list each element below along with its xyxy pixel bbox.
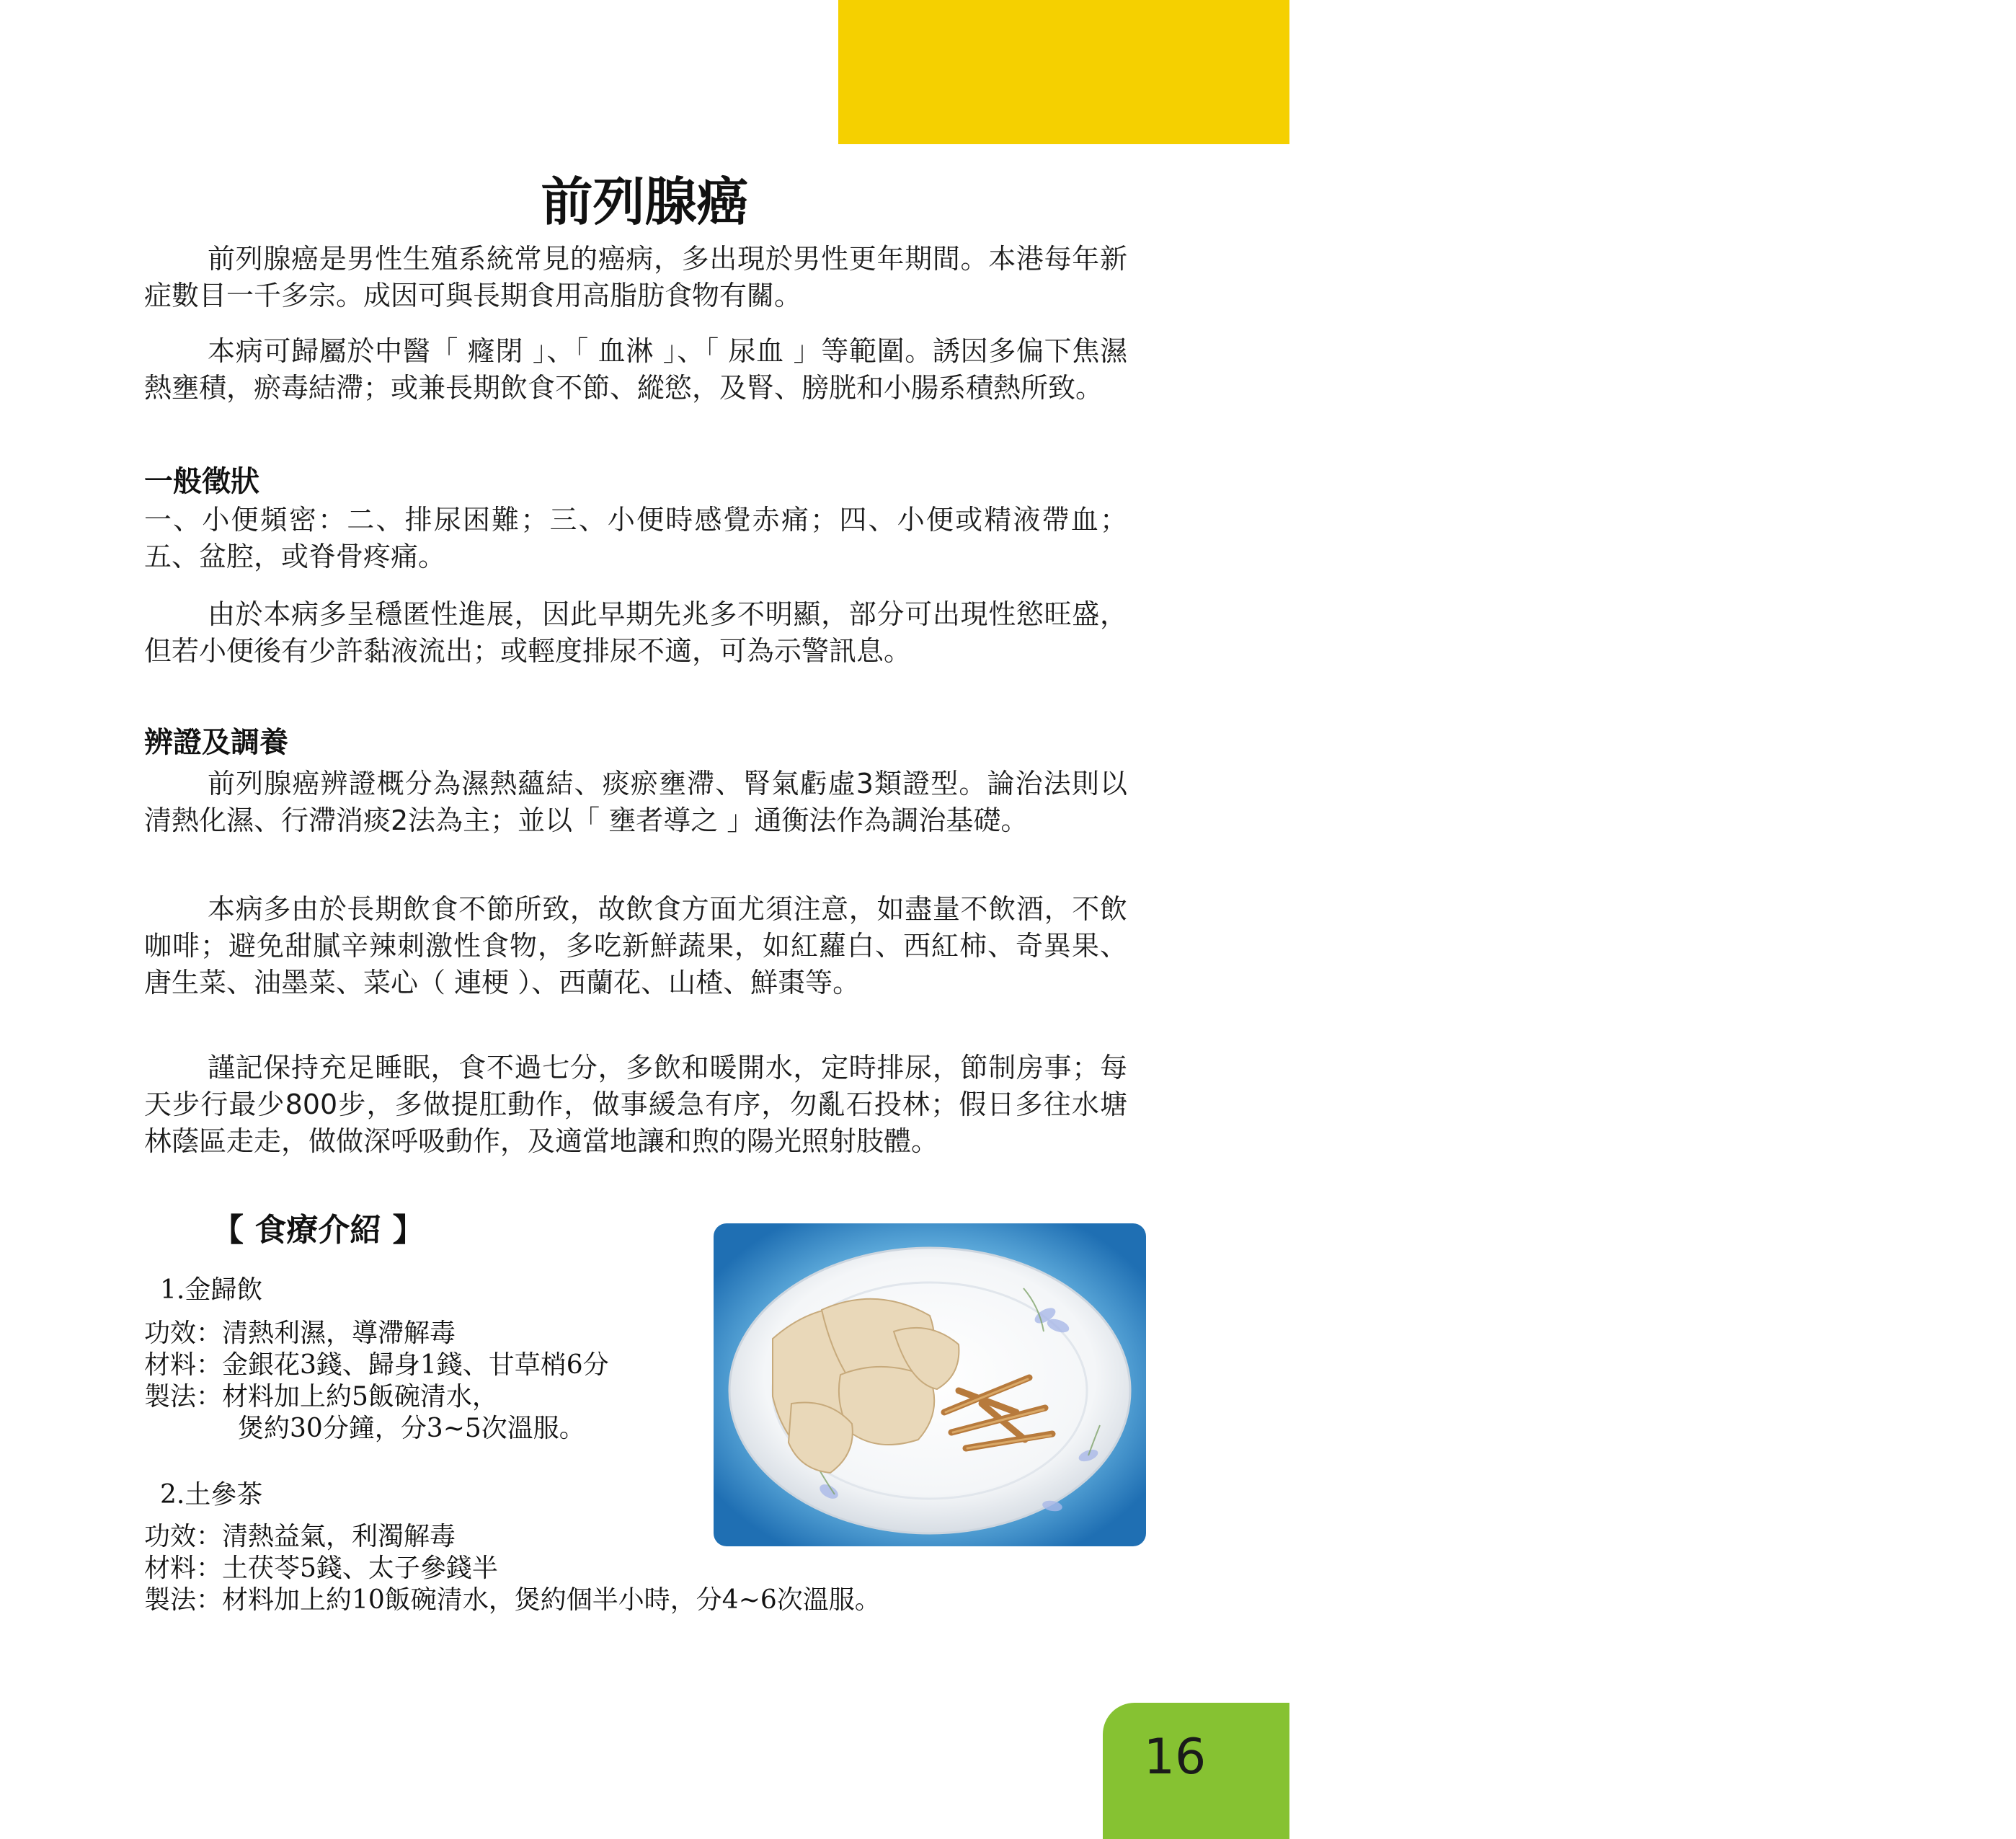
symptoms-list: 一、小便頻密：二、排尿困難；三、小便時感覺赤痛；四、小便或精液帶血；五、盆腔，或脊骨疼痛。 xyxy=(144,504,1127,572)
page-title: 前列腺癌 xyxy=(541,172,749,232)
treatment-heading: 辨證及調養 xyxy=(144,726,288,759)
recipe-title: 1.金歸飲 xyxy=(160,1275,263,1305)
recipe-method: 製法：材料加上約5飯碗清水， xyxy=(144,1382,498,1412)
recipe-method-continued: 煲約30分鐘，分3~5次溫服。 xyxy=(238,1414,585,1443)
recipe-title: 2.土參茶 xyxy=(160,1480,263,1510)
recipe-effect: 功效：清熱益氣，利濁解毒 xyxy=(144,1522,456,1551)
treatment-paragraph-2: 本病多由於長期飲食不節所致，故飲食方面尤須注意，如盡量不飲酒，不飲咖啡；避免甜膩辛辣刺激性食物，多吃新鮮蔬果，如紅蘿白、西紅柿、奇異果、唐生菜、油墨菜、菜心（ 連梗 ）、西蘭花、山楂、鮮棗等。 xyxy=(144,893,1127,998)
intro-paragraph-2: 本病可歸屬於中醫「 癃閉 」、「 血淋 」、「 尿血 」等範圍。誘因多偏下焦濕熱壅積，瘀毒結滯；或兼長期飲食不節、縱慾，及腎、膀胱和小腸系積熱所致。 xyxy=(144,335,1127,404)
recipe-ingredients: 材料：金銀花3錢、歸身1錢、甘草梢6分 xyxy=(144,1350,609,1380)
recipe-method: 製法：材料加上約10飯碗清水，煲約個半小時，分4~6次溫服。 xyxy=(144,1585,881,1615)
recipe-effect: 功效：清熱利濕，導滯解毒 xyxy=(144,1319,456,1348)
intro-paragraph-1: 前列腺癌是男性生殖系統常見的癌病，多出現於男性更年期間。本港每年新症數目一千多宗。成因可與長期食用高脂肪食物有關。 xyxy=(144,243,1127,311)
page-number: 16 xyxy=(1143,1729,1207,1786)
herbal-ingredients-photo xyxy=(714,1223,1146,1546)
header-frame xyxy=(1696,45,2016,133)
treatment-paragraph-3: 謹記保持充足睡眠，食不過七分，多飲和暖開水，定時排尿，節制房事；每天步行最少800步，多做提肛動作，做事緩急有序，勿亂石投林；假日多往水塘林蔭區走走，做做深呼吸動作，及適當地讓和煦的陽光照射肢體。 xyxy=(144,1052,1127,1157)
diet-heading: 【 食療介紹 】 xyxy=(212,1212,425,1249)
symptoms-heading: 一般徵狀 xyxy=(144,465,259,498)
symptoms-paragraph: 由於本病多呈穩匿性進展，因此早期先兆多不明顯，部分可出現性慾旺盛，但若小便後有少許黏液流出；或輕度排尿不適，可為示警訊息。 xyxy=(144,598,1127,667)
page-number-tab xyxy=(1103,1703,1289,1839)
section-title: 辨證調養篇 xyxy=(1728,62,2016,118)
recipe-ingredients: 材料：土茯苓5錢、太子參錢半 xyxy=(144,1554,498,1583)
treatment-paragraph-1: 前列腺癌辨證概分為濕熱蘊結、痰瘀壅滯、腎氣虧虛3類證型。論治法則以清熱化濕、行滯消痰2法為主；並以「 壅者導之 」通衡法作為調治基礎。 xyxy=(144,768,1127,836)
section-header-tab xyxy=(838,0,2016,144)
